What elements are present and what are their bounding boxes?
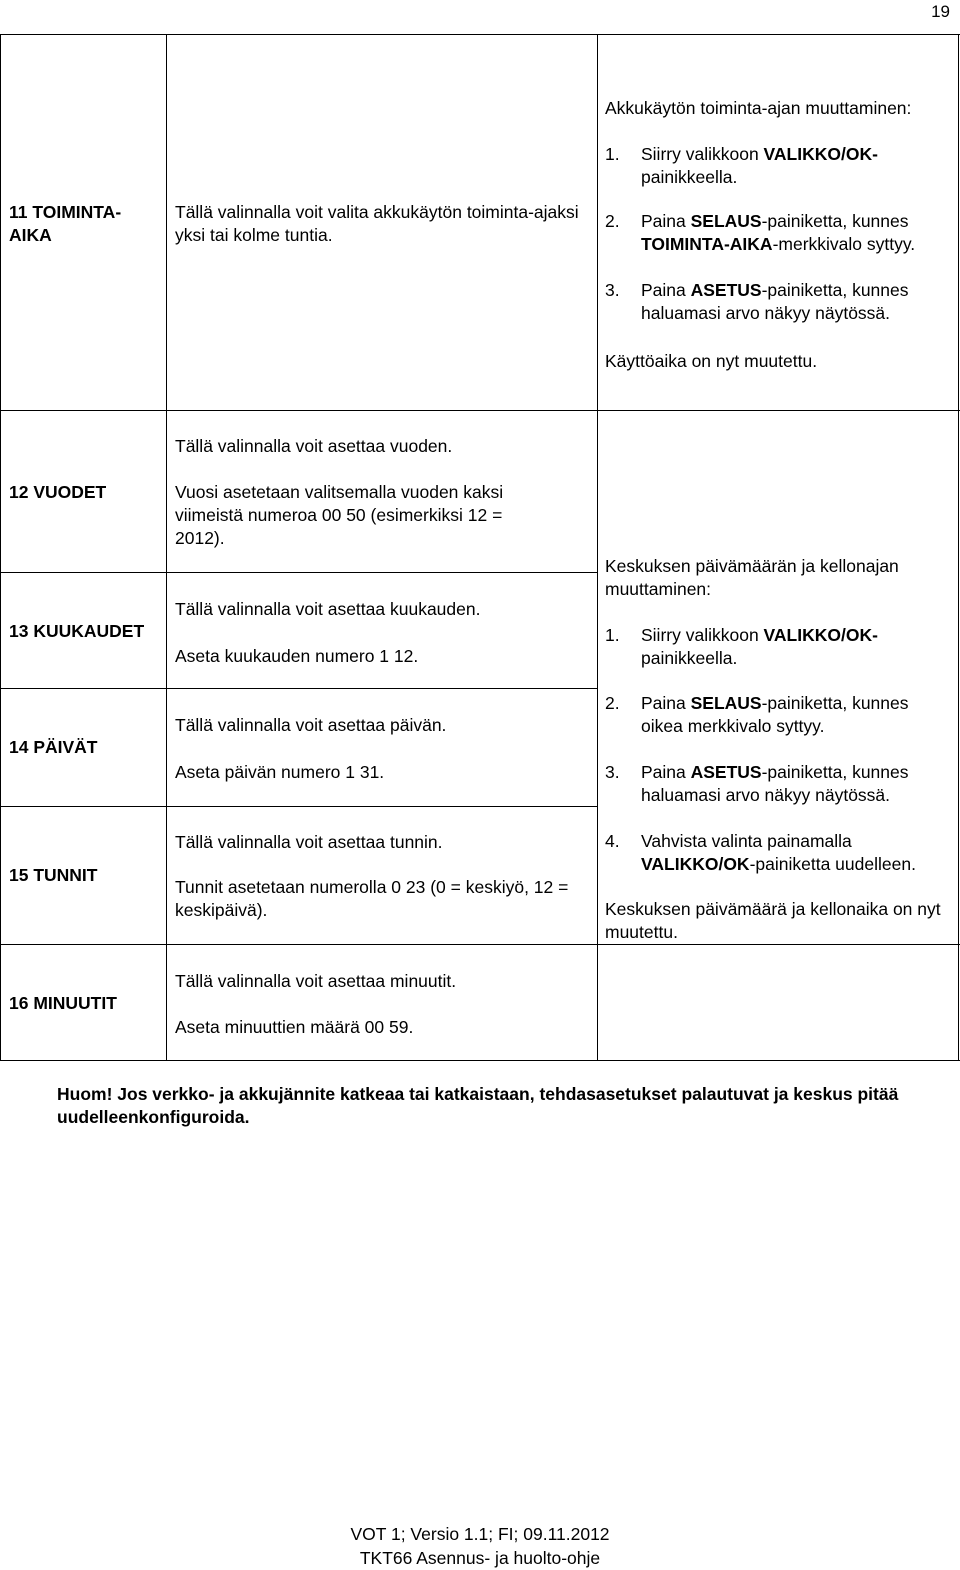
table-row-divider	[0, 410, 960, 411]
datetime-proc-result: Keskuksen päivämäärä ja kellonaika on nyt muutettu.	[605, 899, 941, 942]
row-desc-11: Tällä valinnalla voit valita akkukäytön toiminta-ajaksi yksi tai kolme tuntia.	[175, 202, 579, 245]
table-border-top	[0, 34, 960, 35]
datetime-step-4	[605, 830, 955, 876]
table-column-divider-1	[166, 34, 167, 1061]
datetime-proc-title: Keskuksen päivämäärän ja kellonajan muuttaminen:	[605, 556, 899, 599]
battery-step-2	[605, 210, 955, 256]
step-text: Paina SELAUS-painiketta, kunnes oikea merkkivalo syttyy.	[641, 693, 909, 736]
step-text: Paina SELAUS-painiketta, kunnes TOIMINTA-AIKA-merkkivalo syttyy.	[641, 211, 916, 254]
step-text: Siirry valikkoon VALIKKO/OK- painikkeella.	[641, 144, 878, 187]
row-desc-14-line1: Tällä valinnalla voit asettaa päivän.	[175, 715, 447, 735]
table-border-left	[0, 34, 1, 1061]
table-column-divider-2	[597, 34, 598, 1061]
row-desc-14-line2: Aseta päivän numero 1 31.	[175, 762, 385, 782]
step-number: 3.	[605, 280, 620, 300]
note-paragraph: Huom! Jos verkko- ja akkujännite katkeaa tai katkaistaan, tehdasasetukset palautuvat ja keskus pitää uudelleenkonfiguroida.	[57, 1084, 899, 1127]
step-number: 2.	[605, 211, 620, 231]
battery-proc-result: Käyttöaika on nyt muutettu.	[605, 351, 818, 371]
table-border-bottom	[0, 1060, 960, 1061]
row-desc-12-line2: Vuosi asetetaan valitsemalla vuoden kaksi viimeistä numeroa 00 50 (esimerkiksi 12 = 2012).	[175, 482, 504, 548]
row-desc-16-line1: Tällä valinnalla voit asettaa minuutit.	[175, 971, 457, 991]
step-text: Siirry valikkoon VALIKKO/OK- painikkeella.	[641, 625, 878, 668]
row-desc-13-line2: Aseta kuukauden numero 1 12.	[175, 646, 419, 666]
step-text: Paina ASETUS-painiketta, kunnes haluamasi arvo näkyy näytössä.	[641, 280, 909, 323]
row-label-13-kuukaudet: 13 KUUKAUDET	[9, 621, 145, 641]
page-number: 19	[931, 2, 950, 21]
battery-step-1	[605, 143, 955, 189]
footer-document-title: TKT66 Asennus- ja huolto-ohje	[359, 1548, 601, 1568]
row-label-16-minuutit: 16 MINUUTIT	[9, 993, 117, 1013]
row-label-12-vuodet: 12 VUODET	[9, 482, 107, 502]
row-desc-12-line1: Tällä valinnalla voit asettaa vuoden.	[175, 436, 453, 456]
datetime-step-3	[605, 761, 955, 807]
battery-step-3	[605, 279, 955, 325]
step-number: 3.	[605, 762, 620, 782]
step-number: 4.	[605, 831, 620, 851]
table-row-divider	[0, 944, 960, 945]
battery-proc-title: Akkukäytön toiminta-ajan muuttaminen:	[605, 98, 912, 118]
datetime-step-2	[605, 692, 955, 738]
step-text: Paina ASETUS-painiketta, kunnes haluamasi arvo näkyy näytössä.	[641, 762, 909, 805]
step-number: 1.	[605, 625, 620, 645]
row-label-15-tunnit: 15 TUNNIT	[9, 865, 98, 885]
table-row-divider	[0, 688, 598, 689]
row-desc-15-line2: Tunnit asetetaan numerolla 0 23 (0 = keskiyö, 12 = keskipäivä).	[175, 877, 569, 920]
datetime-step-1	[605, 624, 955, 670]
step-number: 2.	[605, 693, 620, 713]
row-desc-13-line1: Tällä valinnalla voit asettaa kuukauden.	[175, 599, 481, 619]
step-number: 1.	[605, 144, 620, 164]
step-text: Vahvista valinta painamalla VALIKKO/OK-painiketta uudelleen.	[641, 831, 916, 874]
row-desc-15-line1: Tällä valinnalla voit asettaa tunnin.	[175, 832, 443, 852]
row-desc-16-line2: Aseta minuuttien määrä 00 59.	[175, 1017, 414, 1037]
row-label-14-paivat: 14 PÄIVÄT	[9, 737, 98, 757]
table-row-divider	[0, 806, 598, 807]
table-row-divider	[0, 572, 598, 573]
row-label-11-toiminta-aika: 11 TOIMINTA-AIKA	[9, 202, 122, 245]
footer-version: VOT 1; Versio 1.1; FI; 09.11.2012	[350, 1524, 610, 1544]
